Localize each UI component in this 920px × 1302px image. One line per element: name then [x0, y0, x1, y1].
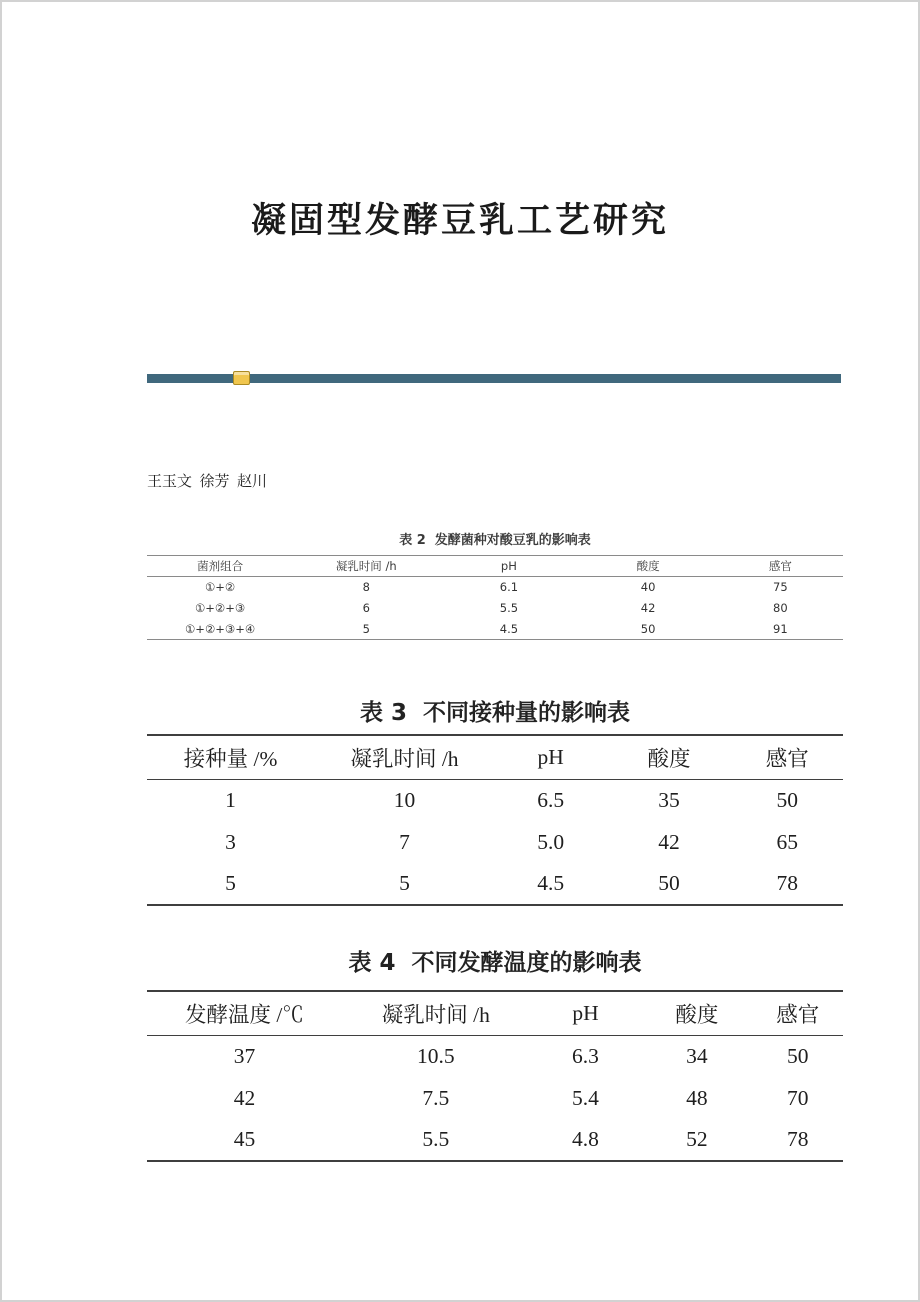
table-cell: 10 [393, 787, 416, 812]
table-cell: 34 [686, 1043, 708, 1068]
table-cell: 3 [225, 829, 236, 854]
table-2-header-row [147, 556, 843, 577]
table-cell: 5 [225, 871, 236, 895]
column-header: 酸度 [675, 1002, 719, 1027]
table-cell: 6 [362, 601, 370, 615]
table-cell: 5 [362, 621, 370, 636]
table-cell: 75 [773, 580, 788, 595]
document-title: 凝固型发酵豆乳工艺研究 [250, 201, 669, 240]
table-cell: 6.5 [537, 787, 565, 812]
table-cell: 4.8 [572, 1127, 599, 1151]
column-header: 菌剂组合 [197, 559, 244, 573]
table-row [147, 1035, 843, 1077]
table-row [147, 577, 843, 598]
column-header: 感官 [776, 1002, 820, 1027]
column-header: pH [572, 1000, 599, 1025]
table-row [147, 1119, 843, 1161]
column-header: pH [537, 744, 564, 769]
table-cell: 42 [658, 829, 680, 854]
document-body [2, 472, 918, 1162]
table-cell: 5.4 [572, 1085, 599, 1110]
column-header: 感官 [768, 559, 792, 573]
table-cell: 50 [776, 787, 799, 812]
authors-line: 王玉文 徐芳 赵川 [147, 474, 268, 490]
table-2-caption: 表 2 发酵菌种对酸豆乳的影响表 [399, 533, 591, 548]
table-cell: ①+②+③+④ [185, 621, 256, 636]
table-row [147, 619, 843, 640]
table-row [147, 821, 843, 863]
column-header: 发酵温度 /℃ [185, 1002, 304, 1027]
table-cell: 42 [233, 1085, 256, 1110]
table-cell: 37 [233, 1043, 256, 1068]
table-cell: 6.3 [572, 1043, 599, 1068]
table-cell: 5.0 [537, 829, 565, 854]
table-cell: 65 [776, 829, 799, 854]
table-3-caption: 表 3 不同接种量的影响表 [359, 700, 631, 726]
table-row [147, 863, 843, 905]
table-cell: 78 [776, 871, 799, 895]
table-cell: 45 [233, 1127, 256, 1151]
table-4-header-row [147, 991, 843, 1035]
table-4-caption: 表 4 不同发酵温度的影响表 [348, 950, 642, 976]
table-cell: 1 [225, 787, 236, 812]
table-cell: 52 [686, 1127, 708, 1151]
column-header: 酸度 [636, 559, 660, 573]
table-cell: 70 [787, 1085, 809, 1110]
table-cell: 6.1 [499, 580, 519, 595]
table-cell: 7 [399, 829, 410, 854]
table-cell: ①+② [204, 580, 236, 595]
column-header: 凝乳时间 /h [381, 1002, 490, 1027]
table-cell: 4.5 [537, 871, 565, 895]
table-cell: 50 [787, 1043, 809, 1068]
table-cell: 40 [640, 580, 656, 595]
table-row [147, 779, 843, 821]
table-cell: 8 [362, 580, 370, 595]
table-cell: 50 [640, 621, 656, 636]
table-cell: 91 [773, 621, 788, 636]
column-header: pH [500, 559, 517, 573]
column-header: 凝乳时间 /h [350, 746, 459, 771]
table-cell: 35 [658, 787, 680, 812]
table-cell: 7.5 [422, 1085, 450, 1110]
table-cell: 78 [787, 1127, 809, 1151]
column-header: 接种量 /% [183, 746, 278, 771]
table-row [147, 598, 843, 619]
table-cell: 80 [773, 601, 788, 615]
table-2 [147, 555, 843, 640]
table-cell: 5.5 [422, 1127, 450, 1151]
table-cell: 42 [640, 601, 656, 615]
table-cell: 5 [399, 871, 410, 895]
table-cell: 10.5 [417, 1043, 455, 1068]
table-row [147, 1077, 843, 1119]
table-3-header-row [147, 735, 843, 779]
table-cell: 48 [686, 1085, 708, 1110]
table-cell: 5.5 [499, 601, 519, 615]
table-4 [147, 990, 843, 1162]
column-header: 感官 [765, 746, 809, 771]
section-divider-bar [147, 374, 841, 383]
table-cell: 50 [658, 871, 680, 895]
column-header: 酸度 [647, 746, 691, 771]
table-cell: 4.5 [499, 621, 519, 636]
divider-marker-icon [233, 371, 250, 385]
table-cell: ①+②+③ [194, 601, 246, 615]
table-3 [147, 734, 843, 906]
column-header: 凝乳时间 /h [335, 559, 397, 573]
